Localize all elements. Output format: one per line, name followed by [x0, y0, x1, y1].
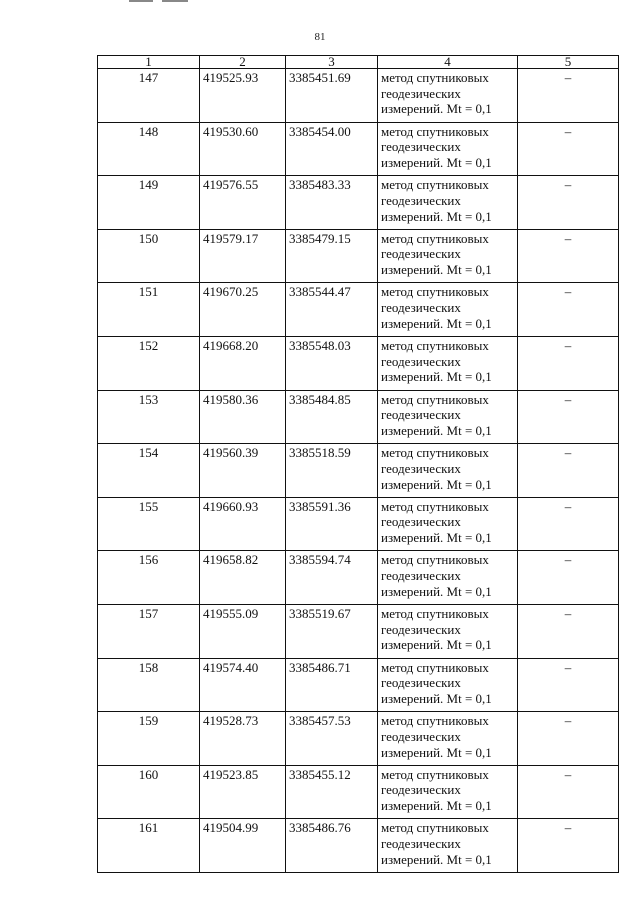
method-line: измерений. Mt = 0,1: [381, 155, 492, 170]
point-number-cell: 157: [98, 604, 200, 658]
method-line: измерений. Mt = 0,1: [381, 101, 492, 117]
method-line: метод спутниковых: [381, 123, 489, 139]
y-coordinate-cell: 3385594.74: [286, 551, 378, 605]
x-coordinate-cell: 419660.93: [200, 497, 286, 551]
x-coordinate-cell: 419530.60: [200, 122, 286, 176]
y-coordinate-cell: 3385544.47: [286, 283, 378, 337]
method-cell: [378, 551, 518, 605]
method-line: измерений. Mt = 0,1: [381, 583, 492, 599]
method-line: измерений. Mt = 0,1: [381, 798, 492, 814]
method-cell: [378, 604, 518, 658]
method-cell: [378, 819, 518, 873]
x-coordinate-cell: 419504.99: [200, 819, 286, 873]
y-coordinate-cell: 3385548.03: [286, 336, 378, 390]
method-line: геодезических: [381, 514, 461, 530]
method-line: метод спутниковых: [381, 659, 489, 675]
method-line: геодезических: [381, 728, 461, 744]
dash-mark-cell: –: [518, 336, 619, 390]
dash-mark-cell: –: [518, 122, 619, 176]
dash-mark-cell: –: [518, 497, 619, 551]
coordinates-table: [97, 55, 619, 873]
dash-mark-cell: –: [518, 229, 619, 283]
dash-mark-cell: –: [518, 712, 619, 766]
table-row: [98, 176, 619, 230]
method-line: геодезических: [381, 782, 461, 798]
column-header: 4: [378, 56, 518, 69]
x-coordinate-cell: 419574.40: [200, 658, 286, 712]
table-row: [98, 390, 619, 444]
table-row: [98, 712, 619, 766]
table-row: [98, 122, 619, 176]
table-row: [98, 658, 619, 712]
point-number-cell: 155: [98, 497, 200, 551]
point-number-cell: 152: [98, 336, 200, 390]
point-number-cell: 159: [98, 712, 200, 766]
method-line: метод спутниковых: [381, 820, 489, 836]
column-header: 1: [98, 56, 200, 69]
y-coordinate-cell: 3385451.69: [286, 69, 378, 123]
method-line: метод спутниковых: [381, 605, 489, 621]
column-header: 3: [286, 56, 378, 69]
point-number-cell: 148: [98, 122, 200, 176]
y-coordinate-cell: 3385455.12: [286, 765, 378, 819]
method-line: измерений. Mt = 0,1: [381, 637, 492, 653]
method-cell: [378, 444, 518, 498]
y-coordinate-cell: 3385486.76: [286, 819, 378, 873]
point-number-cell: 150: [98, 229, 200, 283]
dash-mark-cell: –: [518, 604, 619, 658]
scan-edge-mark: [162, 0, 188, 2]
method-line: измерений. Mt = 0,1: [381, 530, 492, 546]
method-cell: [378, 283, 518, 337]
y-coordinate-cell: 3385479.15: [286, 229, 378, 283]
x-coordinate-cell: 419580.36: [200, 390, 286, 444]
y-coordinate-cell: 3385486.71: [286, 658, 378, 712]
method-line: геодезических: [381, 621, 461, 637]
point-number-cell: 151: [98, 283, 200, 337]
x-coordinate-cell: 419560.39: [200, 444, 286, 498]
y-coordinate-cell: 3385518.59: [286, 444, 378, 498]
dash-mark-cell: –: [518, 390, 619, 444]
table-row: [98, 229, 619, 283]
x-coordinate-cell: 419579.17: [200, 229, 286, 283]
method-cell: [378, 765, 518, 819]
x-coordinate-cell: 419528.73: [200, 712, 286, 766]
method-line: геодезических: [381, 460, 461, 476]
method-cell: [378, 712, 518, 766]
method-line: метод спутниковых: [381, 713, 489, 729]
table-row: [98, 604, 619, 658]
method-line: геодезических: [381, 85, 461, 101]
method-cell: [378, 390, 518, 444]
method-line: геодезических: [381, 300, 461, 316]
method-line: метод спутниковых: [381, 70, 489, 85]
y-coordinate-cell: 3385483.33: [286, 176, 378, 230]
table-row: [98, 551, 619, 605]
table-row: [98, 444, 619, 498]
table-row: [98, 497, 619, 551]
column-header: 5: [518, 56, 619, 69]
y-coordinate-cell: 3385454.00: [286, 122, 378, 176]
method-line: метод спутниковых: [381, 445, 489, 461]
point-number-cell: 153: [98, 390, 200, 444]
dash-mark-cell: –: [518, 283, 619, 337]
point-number-cell: 161: [98, 819, 200, 873]
y-coordinate-cell: 3385484.85: [286, 390, 378, 444]
table-row: [98, 765, 619, 819]
point-number-cell: 160: [98, 765, 200, 819]
method-line: метод спутниковых: [381, 498, 489, 514]
y-coordinate-cell: 3385457.53: [286, 712, 378, 766]
y-coordinate-cell: 3385591.36: [286, 497, 378, 551]
x-coordinate-cell: 419555.09: [200, 604, 286, 658]
method-line: измерений. Mt = 0,1: [381, 422, 492, 438]
method-line: измерений. Mt = 0,1: [381, 208, 492, 224]
point-number-cell: 149: [98, 176, 200, 230]
column-header: 2: [200, 56, 286, 69]
method-line: геодезических: [381, 836, 461, 852]
table-row: [98, 336, 619, 390]
method-line: геодезических: [381, 568, 461, 584]
dash-mark-cell: –: [518, 819, 619, 873]
table-row: [98, 283, 619, 337]
method-line: метод спутниковых: [381, 552, 489, 568]
method-cell: [378, 658, 518, 712]
dash-mark-cell: –: [518, 551, 619, 605]
x-coordinate-cell: 419523.85: [200, 765, 286, 819]
header-row: [98, 56, 619, 69]
method-cell: [378, 69, 518, 123]
dash-mark-cell: –: [518, 658, 619, 712]
method-line: измерений. Mt = 0,1: [381, 369, 492, 385]
method-line: метод спутниковых: [381, 391, 489, 407]
page-number: 81: [314, 31, 326, 43]
dash-mark-cell: –: [518, 765, 619, 819]
method-line: измерений. Mt = 0,1: [381, 262, 492, 278]
method-line: метод спутниковых: [381, 766, 489, 782]
method-line: геодезических: [381, 353, 461, 369]
dash-mark-cell: –: [518, 176, 619, 230]
method-cell: [378, 336, 518, 390]
table-row: [98, 69, 619, 123]
method-line: метод спутниковых: [381, 337, 489, 353]
method-line: геодезических: [381, 192, 461, 208]
y-coordinate-cell: 3385519.67: [286, 604, 378, 658]
method-line: измерений. Mt = 0,1: [381, 690, 492, 706]
x-coordinate-cell: 419668.20: [200, 336, 286, 390]
point-number-cell: 158: [98, 658, 200, 712]
x-coordinate-cell: 419576.55: [200, 176, 286, 230]
method-line: геодезических: [381, 139, 461, 155]
method-line: метод спутниковых: [381, 177, 489, 193]
method-cell: [378, 122, 518, 176]
method-line: геодезических: [381, 246, 461, 262]
x-coordinate-cell: 419658.82: [200, 551, 286, 605]
point-number-cell: 156: [98, 551, 200, 605]
x-coordinate-cell: 419525.93: [200, 69, 286, 123]
method-cell: [378, 176, 518, 230]
method-line: измерений. Mt = 0,1: [381, 476, 492, 492]
method-line: метод спутниковых: [381, 284, 489, 300]
dash-mark-cell: –: [518, 69, 619, 123]
table-row: [98, 819, 619, 873]
method-cell: [378, 229, 518, 283]
method-line: измерений. Mt = 0,1: [381, 851, 492, 867]
method-line: геодезических: [381, 407, 461, 423]
scan-edge-mark: [129, 0, 153, 2]
dash-mark-cell: –: [518, 444, 619, 498]
point-number-cell: 147: [98, 69, 200, 123]
method-line: геодезических: [381, 675, 461, 691]
method-line: метод спутниковых: [381, 230, 489, 246]
method-line: измерений. Mt = 0,1: [381, 744, 492, 760]
point-number-cell: 154: [98, 444, 200, 498]
method-cell: [378, 497, 518, 551]
method-line: измерений. Mt = 0,1: [381, 315, 492, 331]
x-coordinate-cell: 419670.25: [200, 283, 286, 337]
